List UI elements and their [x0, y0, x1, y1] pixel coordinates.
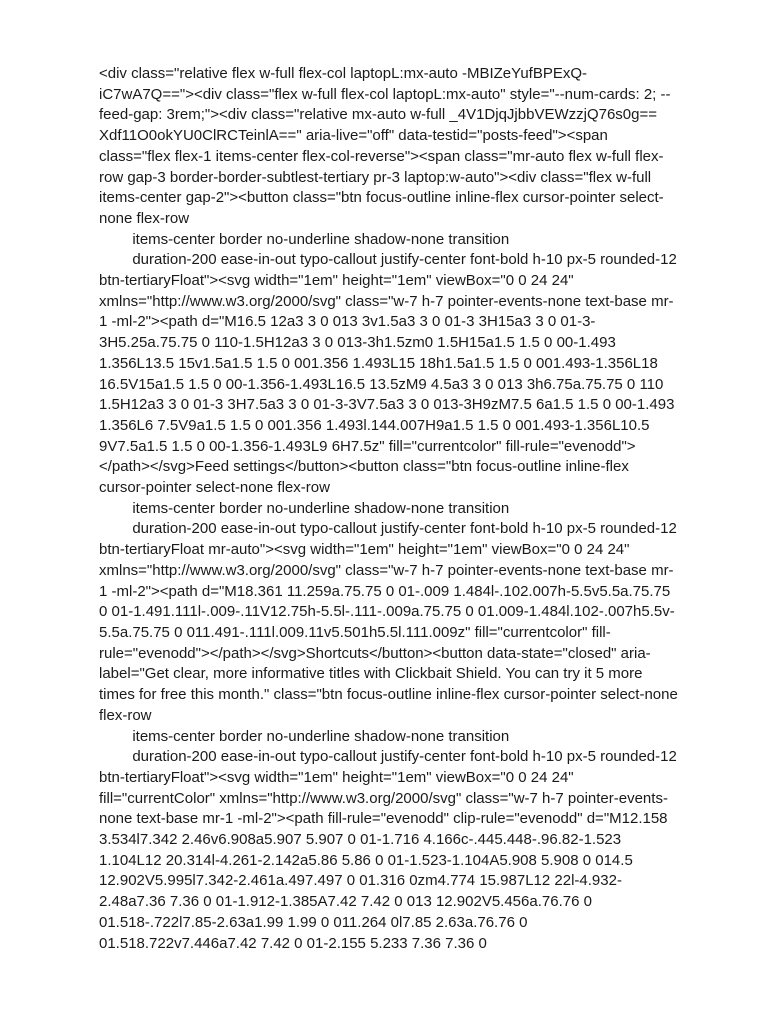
source-code-text: <div class="relative flex w-full flex-col laptopL:mx-auto -MBIZeYufBPExQ-iC7wA7Q=="><div class="flex w-full flex-col laptopL:mx-auto" style="--num-cards: 2; --feed-gap: 3rem;"><div class="relative mx-auto w-full _4V1DjqJjbbVEWzzjQ76s0g== Xdf11O0okYU0ClRCTeinlA==" aria-live="off" data-testid="posts-feed"><span class="flex flex-1 items-center flex-col-reverse"><span class="mr-auto flex w-full flex-row gap-3 border-border-subtlest-tertiary pr-3 laptop:w-auto"><div class="flex w-full items-center gap-2"><button class="btn focus-outline inline-flex cursor-pointer select-none flex-row items-center border no-underline shadow-none transition duration-200 ease-in-out typo-callout justify-center font-bold h-10 px-5 rounded-12 btn-tertiaryFloat"><svg width="1em" height="1em" viewBox="0 0 24 24" xmlns="http://www.w3.org/2000/svg" class="w-7 h-7 pointer-events-none text-base mr-1 -ml-2"><path d="M16.5 12a3 3 0 013 3v1.5a3 3 0 01-3 3H15a3 3 0 01-3-3H5.25a.75.75 0 110-1.5H12a3 3 0 013-3h1.5zm0 1.5H15a1.5 1.5 0 00-1.493 1.356L13.5 15v1.5a1.5 1.5 0 001.356 1.493L15 18h1.5a1.5 1.5 0 001.493-1.356L18 16.5V15a1.5 1.5 0 00-1.356-1.493L16.5 13.5zM9 4.5a3 3 0 013 3h6.75a.75.75 0 110 1.5H12a3 3 0 01-3 3H7.5a3 3 0 01-3-3V7.5a3 3 0 013-3H9zM7.5 6a1.5 1.5 0 00-1.493 1.356L6 7.5V9a1.5 1.5 0 001.356 1.493l.144.007H9a1.5 1.5 0 001.493-1.356L10.5 9V7.5a1.5 1.5 0 00-1.356-1.493L9 6H7.5z" fill="currentcolor" fill-rule="evenodd"></path></svg>Feed settings</button><button class="btn focus-outline inline-flex cursor-pointer select-none flex-row items-center border no-underline shadow-none transition duration-200 ease-in-out typo-callout justify-center font-bold h-10 px-5 rounded-12 btn-tertiaryFloat mr-auto"><svg width="1em" height="1em" viewBox="0 0 24 24" xmlns="http://www.w3.org/2000/svg" class="w-7 h-7 pointer-events-none text-base mr-1 -ml-2"><path d="M18.361 11.259a.75.75 0 01-.009 1.484l-.102.007h-5.5v5.5a.75.75 0 01-1.491.111l-.009-.11V12.75h-5.5l-.111-.009a.75.75 0 01.009-1.484l.102-.007h5.5v-5.5a.75.75 0 011.491-.111l.009.11v5.501h5.5l.111.009z" fill="currentcolor" fill-rule="evenodd"></path></svg>Shortcuts</button><button data-state="closed" aria-label="Get clear, more informative titles with Clickbait Shield. You can try it 5 more times for free this month." class="btn focus-outline inline-flex cursor-pointer select-none flex-row items-center border no-underline shadow-none transition duration-200 ease-in-out typo-callout justify-center font-bold h-10 px-5 rounded-12 btn-tertiaryFloat"><svg width="1em" height="1em" viewBox="0 0 24 24" fill="currentColor" xmlns="http://www.w3.org/2000/svg" class="w-7 h-7 pointer-events-none text-base mr-1 -ml-2"><path fill-rule="evenodd" clip-rule="evenodd" d="M12.158 3.534l7.342 2.46v6.908a5.907 5.907 0 01-1.716 4.166c-.445.448-.96.82-1.523 1.104L12 20.314l-4.261-2.142a5.86 5.86 0 01-1.523-1.104A5.908 5.908 0 014.5 12.902V5.995l7.342-2.461a.497.497 0 01.316 0zm4.774 15.987L12 22l-4.932-2.48a7.36 7.36 0 01-1.912-1.385A7.42 7.42 0 013 12.902V5.456a.76.76 0 01.518-.722l7.85-2.63a1.99 1.99 0 011.264 0l7.85 2.63a.76.76 0 01.518.722v7.446a7.42 7.42 0 01-2.155 5.233 7.36 7.36 0 — [99, 65, 678, 952]
document-page — [99, 64, 679, 954]
